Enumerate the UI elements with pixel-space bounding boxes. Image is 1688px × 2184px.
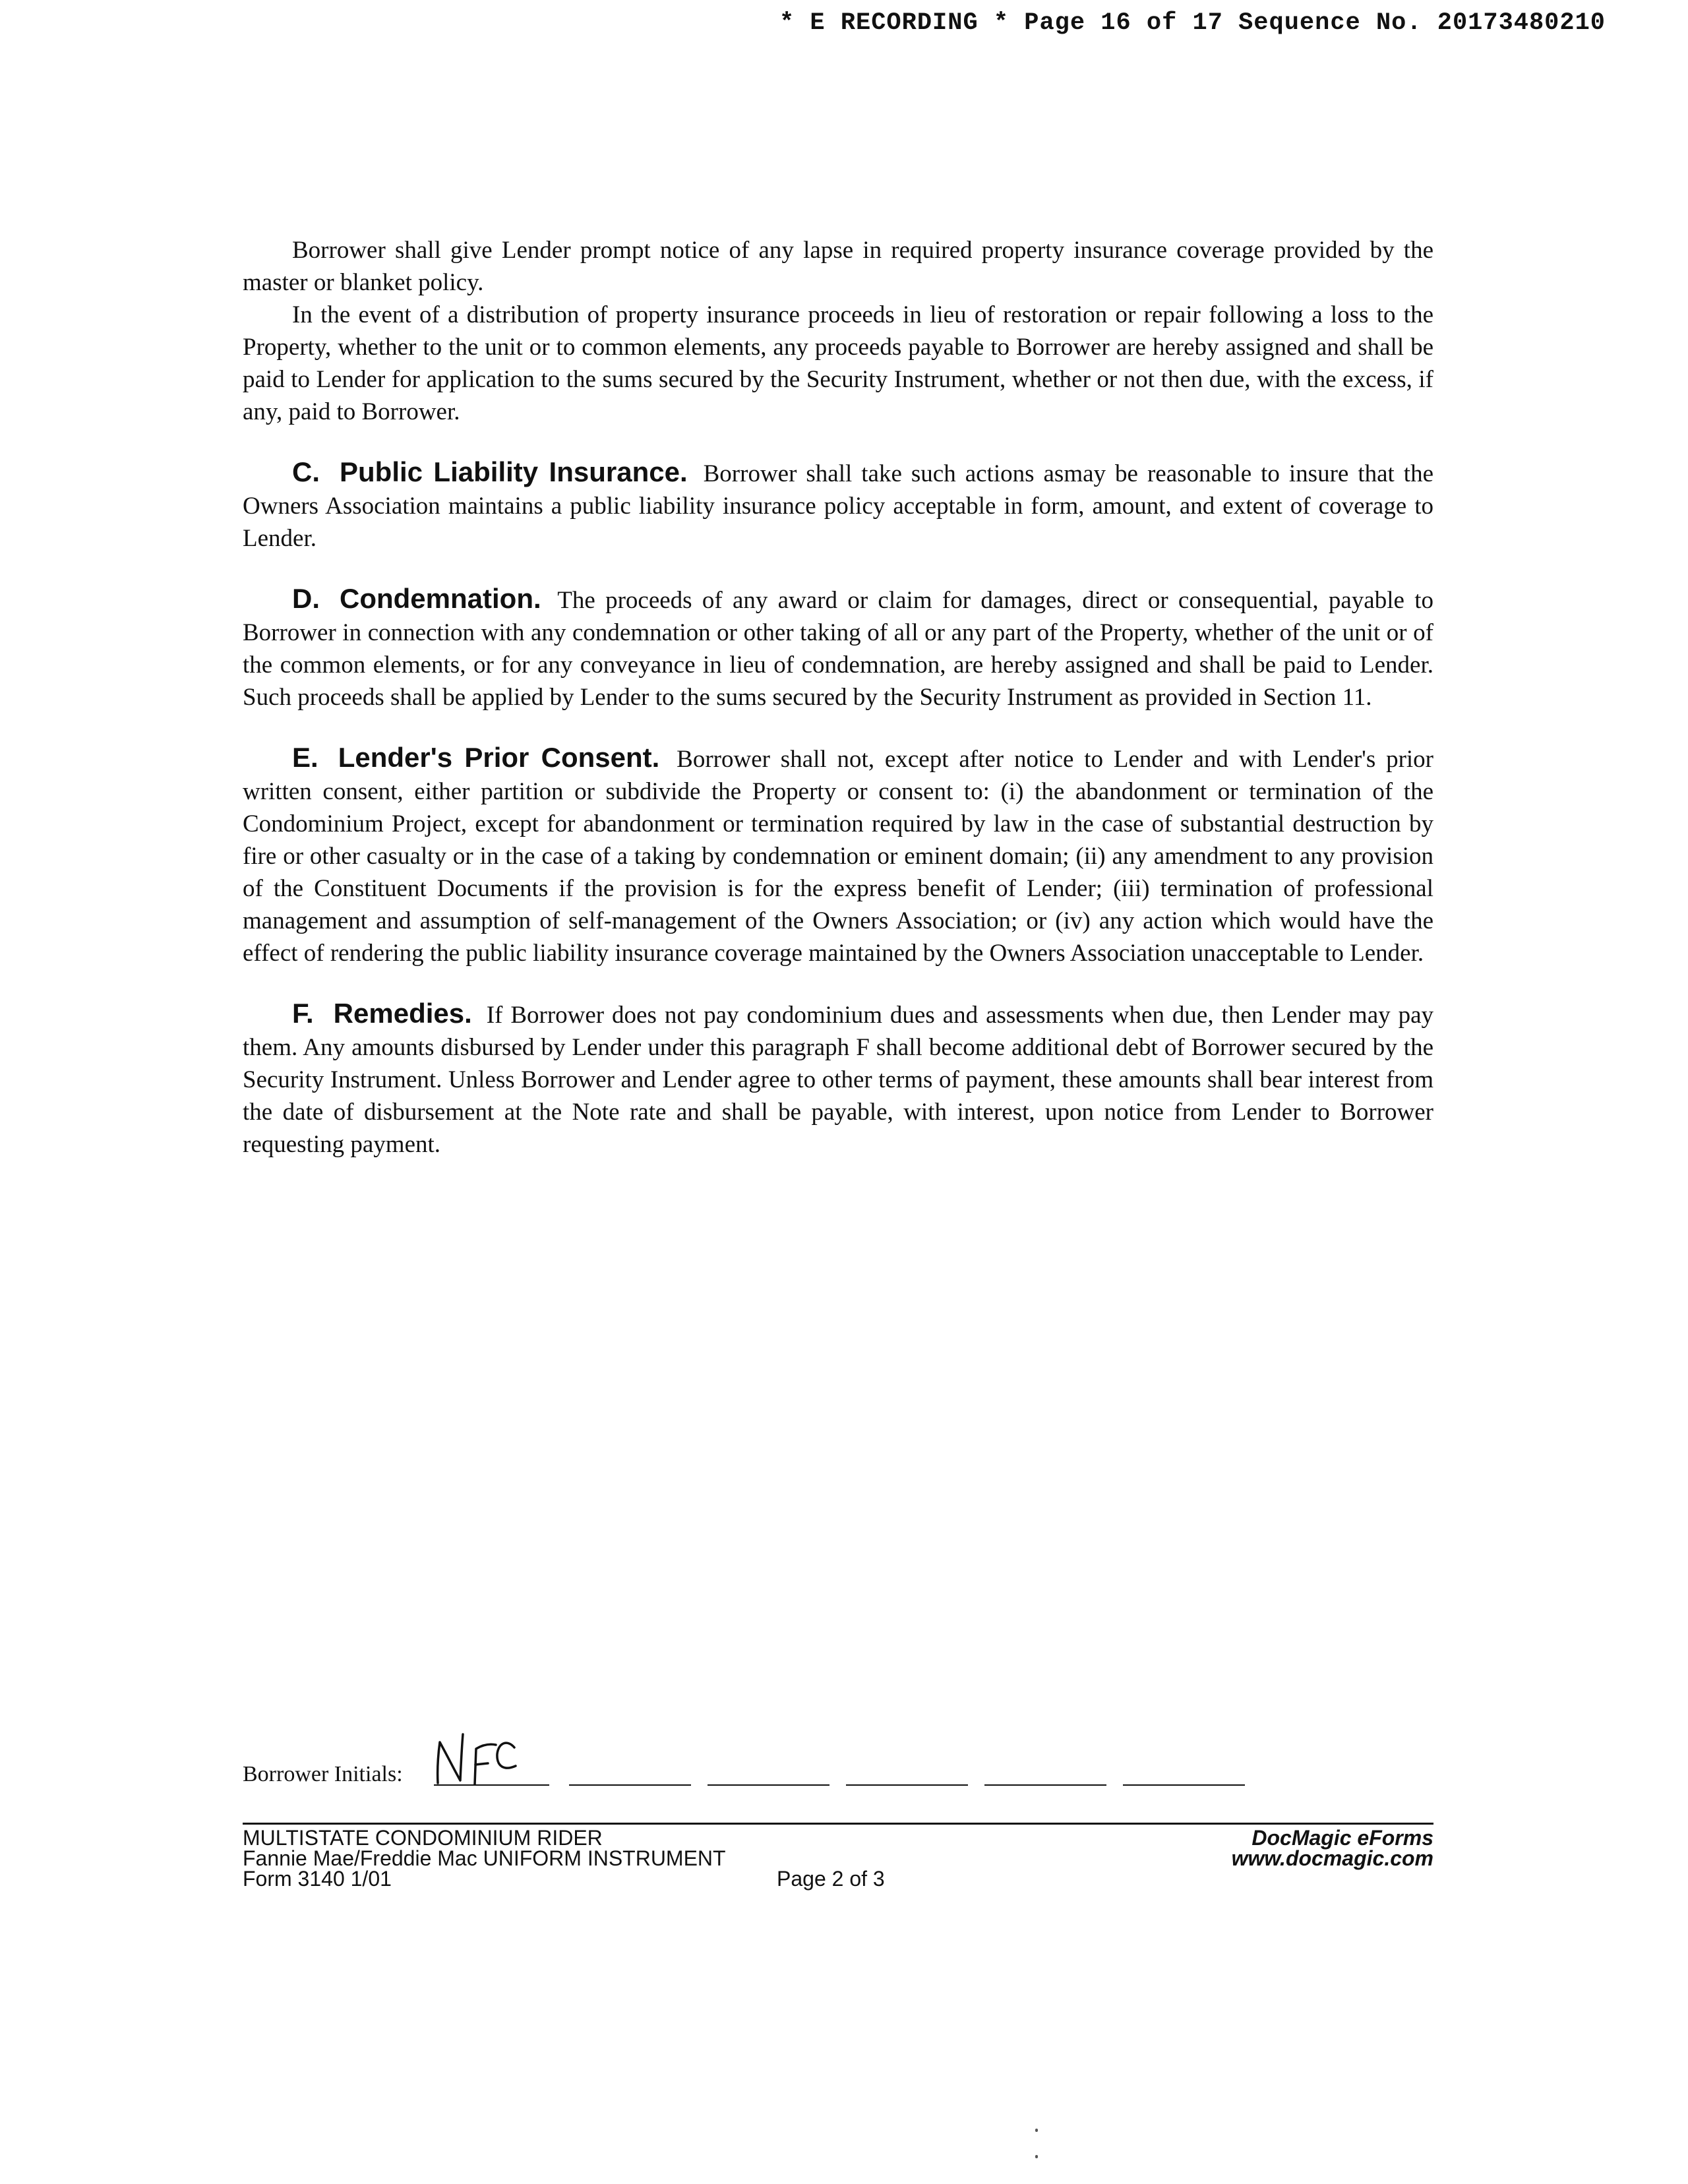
initials-line-2[interactable]	[569, 1784, 691, 1786]
scan-speck	[1035, 2129, 1038, 2132]
section-e-title: Lender's Prior Consent.	[338, 742, 660, 773]
section-d-text: The proceeds of any award or claim for damages, direct or consequential, payable to Borrower in connection with any condemnation or other taking of all or any part of the Property, whether of the unit or of the common elements, or for any conveyance in lieu of condemnation, are hereby assigned and shall be paid to Lender. Such proceeds shall be applied by Lender to the sums secured by the Security Instrument as provided in Section 11.	[243, 587, 1433, 711]
section-d	[243, 582, 1433, 713]
initials-line-5[interactable]	[984, 1784, 1106, 1786]
section-c-letter: C.	[292, 456, 320, 487]
section-c-text: Borrower shall take such actions asmay be reasonable to insure that the Owners Association maintains a public liability insurance policy acceptable in form, amount, and extent of coverage to Lender.	[243, 460, 1434, 552]
section-f-title: Remedies.	[333, 998, 472, 1029]
section-d-title: Condemnation.	[340, 583, 541, 614]
page-number: Page 2 of 3	[777, 1867, 885, 1891]
initials-line-1[interactable]	[434, 1784, 549, 1786]
recording-header: * E RECORDING * Page 16 of 17 Sequence No. 20173480210	[779, 9, 1606, 37]
borrower-initials-row	[243, 1734, 1271, 1787]
intro-paragraph-2: In the event of a distribution of property insurance proceeds in lieu of restoration or repair following a loss to the Property, whether to the unit or to common elements, any proceeds payable to Borrower are hereby assigned and shall be paid to Lender for application to the sums secured by the Security Instrument, whether or not then due, with the excess, if any, paid to Borrower.	[243, 301, 1433, 425]
footer-divider	[243, 1823, 1433, 1825]
form-number: Form 3140 1/01	[243, 1867, 392, 1891]
intro-paragraph-1: Borrower shall give Lender prompt notice of any lapse in required property insurance coverage provided by the master or blanket policy.	[243, 237, 1433, 296]
docmagic-website[interactable]: www.docmagic.com	[1231, 1846, 1433, 1870]
section-d-letter: D.	[292, 583, 320, 614]
section-e-text: Borrower shall not, except after notice to Lender and with Lender's prior written consent, either partition or subdivide the Property or consent to: (i) the abandonment or termination of the Condominium Project, except for abandonment or termination required by law in the case of substantial destruction by fire or other casualty or in the case of a taking by condemnation or eminent domain; (ii) any amendment to any provision of the Constituent Documents if the provision is for the express benefit of Lender; (iii) termination of professional management and assumption of self-management of the Owners Association; or (iv) any action which would have the effect of rendering the public liability insurance coverage maintained by the Owners Association unacceptable to Lender.	[243, 746, 1433, 967]
section-f-letter: F.	[292, 998, 314, 1029]
form-identification	[243, 1828, 726, 1889]
document-body	[243, 234, 1433, 1161]
handwritten-initials-signature	[434, 1728, 520, 1788]
initials-line-6[interactable]	[1123, 1784, 1245, 1786]
docmagic-brand	[1232, 1828, 1433, 1869]
initials-line-4[interactable]	[846, 1784, 968, 1786]
section-e	[243, 741, 1433, 969]
brand-eforms: eForms	[1357, 1826, 1433, 1850]
initials-line-3[interactable]	[708, 1784, 829, 1786]
brand-name: DocMagic	[1251, 1826, 1358, 1850]
form-footer	[243, 1828, 1433, 1900]
borrower-initials-label: Borrower Initials:	[243, 1762, 403, 1786]
docmagic-logo	[1232, 1828, 1433, 1848]
section-c-title: Public Liability Insurance.	[340, 456, 688, 487]
form-title: MULTISTATE CONDOMINIUM RIDER	[243, 1826, 603, 1850]
scan-speck	[1035, 2155, 1038, 2158]
section-e-letter: E.	[292, 742, 318, 773]
section-f-text: If Borrower does not pay condominium dues and assessments when due, then Lender may pay them. Any amounts disbursed by Lender under this paragraph F shall become additional debt of Borrower secured by the Security Instrument. Unless Borrower and Lender agree to other terms of payment, these amounts shall bear interest from the date of disbursement at the Note rate and shall be payable, with interest, upon notice from Lender to Borrower requesting payment.	[243, 1002, 1434, 1158]
section-c	[243, 456, 1433, 555]
section-f	[243, 997, 1433, 1161]
form-subtitle: Fannie Mae/Freddie Mac UNIFORM INSTRUMENT	[243, 1846, 726, 1870]
